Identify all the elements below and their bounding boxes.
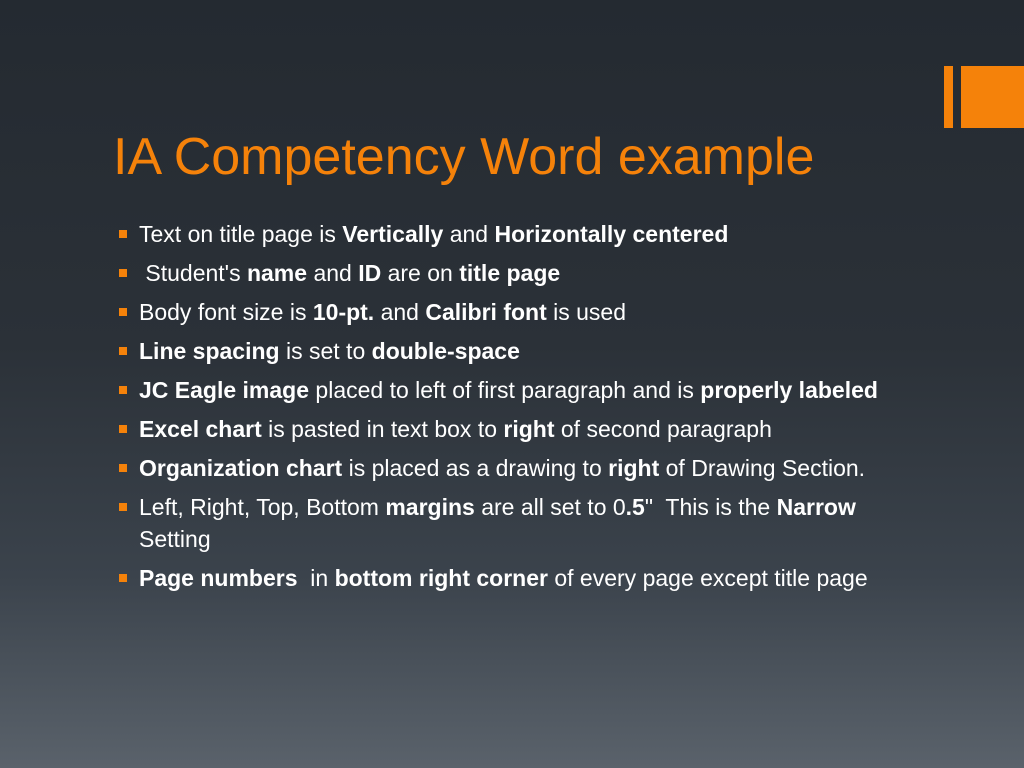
bullet-text-regular: of second paragraph [554, 416, 772, 442]
slide-title: IA Competency Word example [113, 128, 815, 186]
bullet-text-regular: is set to [279, 338, 372, 364]
bullet-text-regular: in [297, 565, 335, 591]
bullet-text-bold: right [503, 416, 555, 442]
square-bullet-icon [119, 347, 127, 355]
bullet-text-bold: Narrow [776, 494, 856, 520]
bullet-text-regular: Student's [139, 260, 247, 286]
bullet-text-bold: JC Eagle image [139, 377, 310, 403]
bullet-text-bold: title page [459, 260, 561, 286]
bullet-item [117, 218, 917, 250]
bullet-text-regular: and [307, 260, 359, 286]
bullet-text [139, 338, 520, 364]
bullet-item [117, 374, 917, 406]
bullet-text [139, 377, 878, 403]
bullet-text-bold: margins [385, 494, 475, 520]
bullet-text-bold: Vertically [342, 221, 444, 247]
square-bullet-icon [119, 386, 127, 394]
bullet-text-bold: Line spacing [139, 338, 280, 364]
bullet-text-regular: is used [546, 299, 627, 325]
bullet-text-regular: Setting [139, 494, 863, 552]
bullet-item [117, 452, 917, 484]
bullet-text [139, 299, 626, 325]
square-bullet-icon [119, 503, 127, 511]
bullet-text-regular: and [374, 299, 426, 325]
bullet-text-regular: Left, Right, Top, Bottom [139, 494, 386, 520]
bullet-text [139, 565, 868, 591]
bullet-text-regular: is placed as a drawing to [342, 455, 609, 481]
bullet-text-bold: .5 [625, 494, 645, 520]
square-bullet-icon [119, 230, 127, 238]
bullet-text-bold: properly labeled [700, 377, 878, 403]
bullet-item [117, 296, 917, 328]
bullet-item [117, 413, 917, 445]
bullet-text-regular: of Drawing Section. [659, 455, 866, 481]
bullet-item [117, 257, 917, 289]
bullet-text-bold: Organization chart [139, 455, 343, 481]
square-bullet-icon [119, 308, 127, 316]
bullet-text-regular: is pasted in text box to [261, 416, 504, 442]
bullet-text-regular: of every page except title page [547, 565, 868, 591]
bullet-text-regular: are all set to 0 [474, 494, 626, 520]
bullet-text-regular: placed to left of first paragraph and is [309, 377, 701, 403]
bullet-text-bold: ID [358, 260, 382, 286]
bullet-item [117, 491, 917, 555]
accent-bar-thick [961, 66, 1024, 128]
bullet-text [139, 221, 728, 247]
bullet-text-bold: name [246, 260, 308, 286]
square-bullet-icon [119, 574, 127, 582]
square-bullet-icon [119, 269, 127, 277]
bullet-text-bold: Page numbers [139, 565, 298, 591]
bullet-text-regular: are on [381, 260, 460, 286]
bullet-text-bold: bottom right corner [334, 565, 548, 591]
bullet-text-bold: Horizontally centered [494, 221, 729, 247]
accent-bar-thin [944, 66, 953, 128]
bullet-text-bold: 10-pt. [312, 299, 375, 325]
bullet-list [117, 218, 917, 601]
bullet-text-regular: " This is the [644, 494, 777, 520]
square-bullet-icon [119, 464, 127, 472]
bullet-item [117, 562, 917, 594]
bullet-text-regular: Text on title page is [139, 221, 343, 247]
bullet-text [139, 416, 772, 442]
square-bullet-icon [119, 425, 127, 433]
bullet-text [139, 494, 862, 552]
bullet-text-bold: Calibri font [425, 299, 547, 325]
bullet-text-regular: Body font size is [139, 299, 313, 325]
bullet-text-regular: and [443, 221, 495, 247]
bullet-text-bold: Excel chart [139, 416, 262, 442]
bullet-text-bold: double-space [371, 338, 520, 364]
bullet-text-bold: right [608, 455, 660, 481]
bullet-text [139, 260, 560, 286]
bullet-item [117, 335, 917, 367]
bullet-text [139, 455, 865, 481]
